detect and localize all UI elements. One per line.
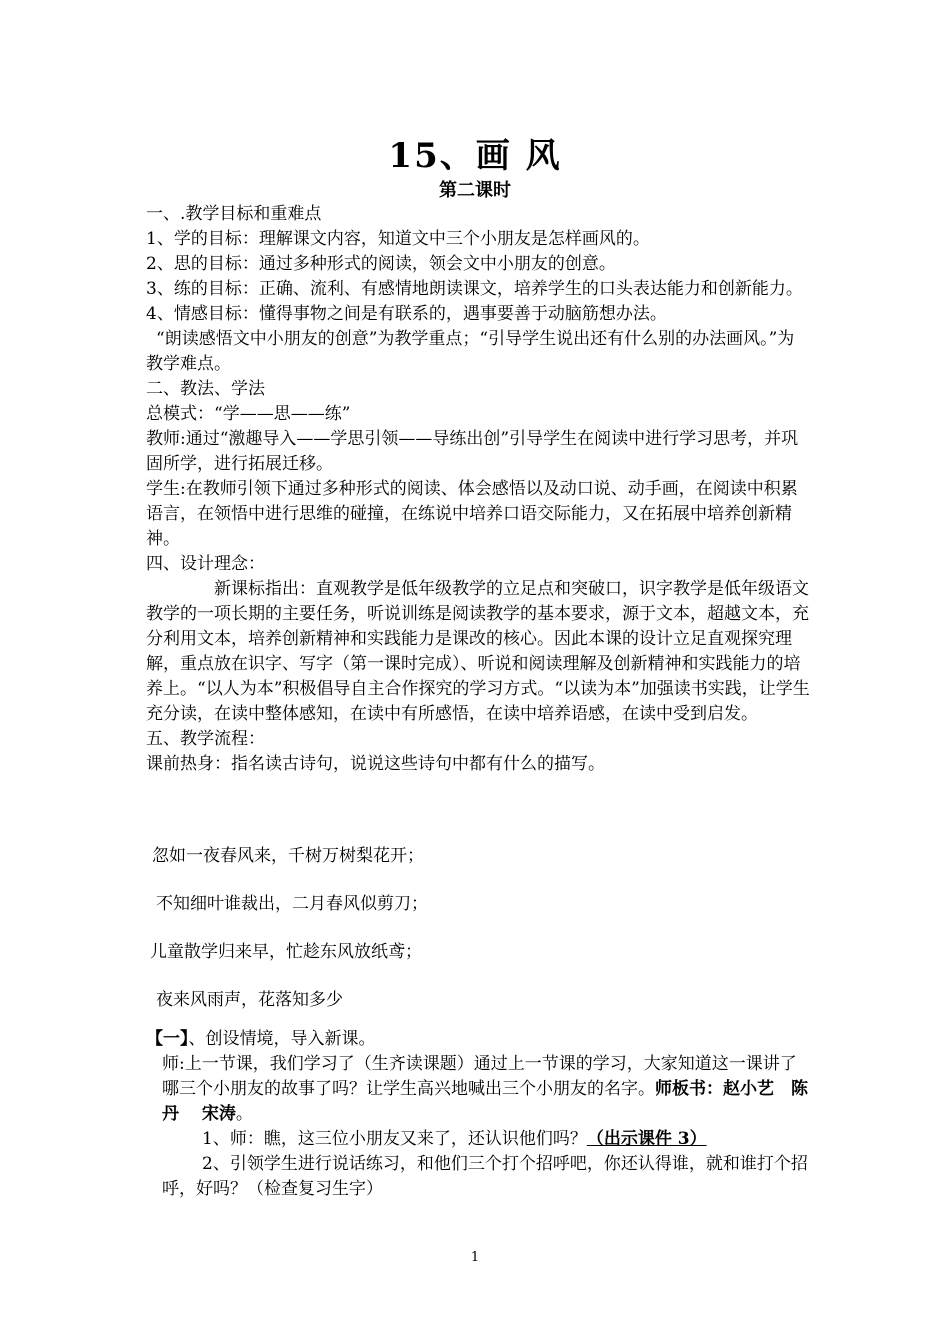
lesson-item-2: 2、引领学生进行说话练习，和他们三个打个招呼吧，你还认得谁，就和谁打个招呼，好吗？（检查复习生字） — [162, 1154, 808, 1199]
warmup-paragraph: 课前热身：指名读古诗句，说说这些诗句中都有什么的描写。 — [146, 754, 605, 774]
design-paragraph: 新课标指出：直观教学是低年级教学的立足点和突破口，识字教学是低年级语文教学的一项长期的主要任务，听说训练是阅读教学的基本要求，源于文本，超越文本，充分利用文本，培养创新精神和实践能力是课改的核心。因此本课的设计立足直观探究理解，重点放在识字、写字（第一课时完成）、听说和阅读理解及创新精神和实践能力的培养上。“以人为本”积极倡导自主合作探究的学习方式。“以读为本”加强读书实践，让学生充分读，在读中整体感知，在读中有所感悟，在读中培养语感，在读中受到启发。 — [146, 579, 810, 724]
item-1-text: 1、师：瞧，这三位小朋友又来了，还认识他们吗？ — [202, 1129, 587, 1149]
board-label: 师板书： — [655, 1079, 723, 1099]
poem-line: 忽如一夜春风来，千树万树梨花开； — [152, 846, 424, 866]
objective-item: 1、学的目标：理解课文内容，知道文中三个小朋友是怎样画风的。 — [146, 229, 650, 249]
poem-line: 儿童散学归来早，忙趁东风放纸鸢； — [150, 942, 422, 962]
page-number: 1 — [470, 1250, 480, 1265]
lesson-step-one — [146, 1027, 810, 1202]
page-subtitle: 第二课时 — [439, 180, 511, 201]
poem-lines — [152, 841, 752, 1033]
section-heading-design: 四、设计理念： — [146, 554, 265, 574]
methods-mode: 总模式：“学——思——练” — [146, 404, 351, 424]
step-heading — [146, 1027, 810, 1052]
methods-teacher: 教师:通过“激趣导入——学思引领——导练出创”引导学生在阅读中进行学习思考，并巩固所学，进行拓展迁移。 — [146, 429, 799, 474]
lesson-plan-body — [146, 202, 810, 777]
poem-line: 夜来风雨声，花落知多少 — [156, 990, 343, 1010]
teacher-intro-paragraph — [146, 1052, 810, 1127]
objective-item: 4、情感目标：懂得事物之间是有联系的，遇事要善于动脑筋想办法。 — [146, 304, 667, 324]
courseware-ref: （出示课件 3） — [586, 1129, 707, 1149]
teacher-intro-text: 师:上一节课，我们学习了（生齐读课题）通过上一节课的学习，大家知道这一课讲了哪三个小朋友的故事了吗？让学生高兴地喊出三个小朋友的名字。 — [162, 1054, 797, 1099]
section-heading-methods: 二、教法、学法 — [146, 379, 265, 399]
methods-student: 学生:在教师引领下通过多种形式的阅读、体会感悟以及动口说、动手画，在阅读中积累语言，在领悟中进行思维的碰撞，在练说中培养口语交际能力，又在拓展中培养创新精神。 — [146, 479, 798, 549]
objective-item: 2、思的目标：通过多种形式的阅读，领会文中小朋友的创意。 — [146, 254, 616, 274]
poem-line: 不知细叶谁裁出，二月春风似剪刀； — [156, 894, 428, 914]
step-title: 、创设情境，导入新课。 — [188, 1029, 376, 1049]
objective-item: 3、练的目标：正确、流利、有感情地朗读课文，培养学生的口头表达能力和创新能力。 — [146, 279, 803, 299]
section-heading-flow: 五、教学流程： — [146, 729, 265, 749]
board-end: 。 — [235, 1104, 253, 1124]
board-names: 赵小艺 陈丹 宋涛 — [162, 1079, 808, 1124]
step-bracket: 【一】 — [146, 1029, 189, 1049]
page-title: 15、画 风 — [388, 136, 562, 176]
lesson-item-1 — [146, 1127, 810, 1152]
key-points-paragraph: “朗读感悟文中小朋友的创意”为教学重点；“引导学生说出还有什么别的办法画风。”为教学难点。 — [146, 329, 795, 374]
section-heading-objectives: 一、.教学目标和重难点 — [146, 204, 322, 224]
